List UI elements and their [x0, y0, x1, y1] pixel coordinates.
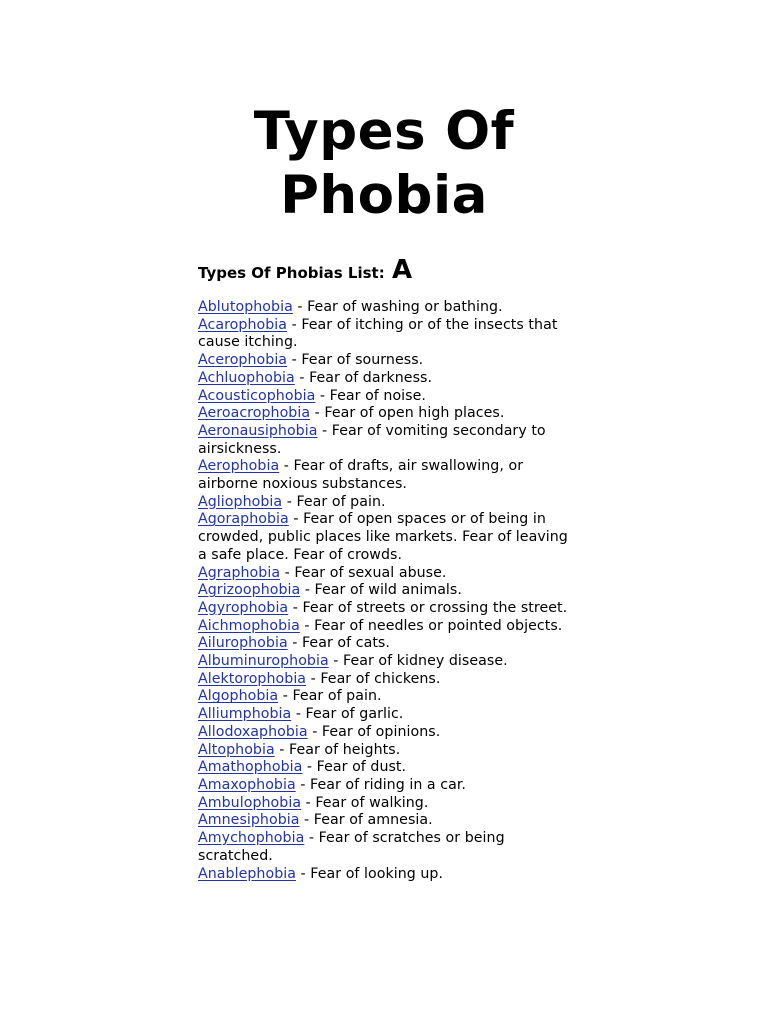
phobia-term-link[interactable]: Agoraphobia: [198, 511, 289, 528]
phobia-term-link[interactable]: Anablephobia: [198, 865, 296, 882]
phobia-definition: - Fear of cats.: [287, 635, 390, 652]
list-item: [198, 494, 573, 512]
page-title-line-2: Phobia: [280, 165, 488, 226]
list-item: [198, 653, 573, 671]
phobia-term-link[interactable]: Amaxophobia: [198, 776, 296, 793]
phobia-definition: - Fear of heights.: [274, 741, 401, 758]
phobia-term-link[interactable]: Ambulophobia: [198, 794, 302, 811]
phobia-definition: - Fear of pain.: [278, 688, 382, 705]
phobia-definition: - Fear of streets or crossing the street.: [288, 599, 568, 616]
phobia-definition: - Fear of chickens.: [306, 670, 441, 687]
phobia-definition: - Fear of darkness.: [294, 369, 433, 386]
phobia-term-link[interactable]: Allodoxaphobia: [198, 723, 308, 740]
list-item: [198, 777, 573, 795]
phobia-definition: - Fear of drafts, air swallowing, or airborne noxious substances.: [198, 458, 524, 493]
phobia-definition: - Fear of looking up.: [296, 865, 444, 882]
phobia-definition: - Fear of sourness.: [287, 352, 424, 369]
phobia-term-link[interactable]: Agyrophobia: [198, 599, 289, 616]
phobia-definition: - Fear of dust.: [302, 759, 407, 776]
list-item: [198, 830, 573, 865]
phobia-definition: - Fear of vomiting secondary to airsickness.: [198, 422, 546, 457]
list-item: [198, 352, 573, 370]
phobia-definition: - Fear of open high places.: [310, 405, 505, 422]
phobia-term-link[interactable]: Aichmophobia: [198, 617, 300, 634]
list-item: [198, 795, 573, 813]
phobia-definition: - Fear of amnesia.: [299, 812, 433, 829]
phobia-definition: - Fear of noise.: [315, 387, 426, 404]
phobia-term-link[interactable]: Agliophobia: [198, 493, 283, 510]
phobia-term-link[interactable]: Alektorophobia: [198, 670, 307, 687]
phobia-definition: - Fear of open spaces or of being in crowded, public places like markets. Fear of leaving a safe place. Fear of crowds.: [198, 511, 568, 563]
list-item: [198, 600, 573, 618]
phobia-list: [198, 299, 573, 883]
list-item: [198, 317, 573, 352]
list-item: [198, 742, 573, 760]
list-item: [198, 405, 573, 423]
phobia-term-link[interactable]: Aeronausiphobia: [198, 422, 318, 439]
phobia-term-link[interactable]: Acarophobia: [198, 316, 288, 333]
list-heading: [198, 255, 412, 288]
phobia-definition: - Fear of sexual abuse.: [280, 564, 447, 581]
phobia-term-link[interactable]: Amathophobia: [198, 759, 303, 776]
phobia-definition: - Fear of walking.: [301, 794, 429, 811]
list-heading-label: Types Of Phobias List:: [198, 264, 385, 282]
list-item: [198, 423, 573, 458]
phobia-term-link[interactable]: Acousticophobia: [198, 387, 316, 404]
list-item: [198, 724, 573, 742]
phobia-definition: - Fear of scratches or being scratched.: [198, 830, 505, 864]
phobia-term-link[interactable]: Amychophobia: [198, 830, 305, 847]
phobia-definition: - Fear of opinions.: [307, 723, 441, 740]
phobia-term-link[interactable]: Agrizoophobia: [198, 582, 301, 599]
list-item: [198, 671, 573, 689]
page-title: [0, 100, 768, 228]
phobia-definition: - Fear of kidney disease.: [328, 653, 508, 670]
phobia-term-link[interactable]: Achluophobia: [198, 369, 295, 386]
phobia-definition: - Fear of washing or bathing.: [292, 299, 503, 315]
list-heading-letter: A: [391, 255, 413, 285]
phobia-term-link[interactable]: Algophobia: [198, 688, 279, 705]
list-item: [198, 370, 573, 388]
list-item: [198, 688, 573, 706]
phobia-definition: - Fear of riding in a car.: [295, 776, 466, 793]
list-item: [198, 565, 573, 583]
list-item: [198, 635, 573, 653]
phobia-term-link[interactable]: Amnesiphobia: [198, 812, 300, 829]
phobia-term-link[interactable]: Agraphobia: [198, 564, 281, 581]
list-item: [198, 812, 573, 830]
list-item: [198, 299, 573, 317]
list-item: [198, 706, 573, 724]
list-item: [198, 866, 573, 884]
phobia-definition: - Fear of itching or of the insects that cause itching.: [198, 316, 558, 351]
phobia-definition: - Fear of garlic.: [291, 706, 404, 723]
list-item: [198, 511, 573, 564]
phobia-definition: - Fear of pain.: [282, 493, 386, 510]
phobia-term-link[interactable]: Aeroacrophobia: [198, 405, 311, 422]
phobia-term-link[interactable]: Ablutophobia: [198, 299, 293, 315]
phobia-term-link[interactable]: Albuminurophobia: [198, 653, 329, 670]
list-item: [198, 458, 573, 493]
list-item: [198, 618, 573, 636]
phobia-definition: - Fear of needles or pointed objects.: [299, 617, 563, 634]
page-title-line-1: Types Of: [253, 101, 515, 162]
list-item: [198, 388, 573, 406]
phobia-term-link[interactable]: Aerophobia: [198, 458, 280, 475]
phobia-term-link[interactable]: Altophobia: [198, 741, 275, 758]
list-item: [198, 582, 573, 600]
list-item: [198, 759, 573, 777]
phobia-term-link[interactable]: Acerophobia: [198, 352, 288, 369]
phobia-term-link[interactable]: Ailurophobia: [198, 635, 288, 652]
phobia-definition: - Fear of wild animals.: [300, 582, 462, 599]
phobia-term-link[interactable]: Alliumphobia: [198, 706, 292, 723]
